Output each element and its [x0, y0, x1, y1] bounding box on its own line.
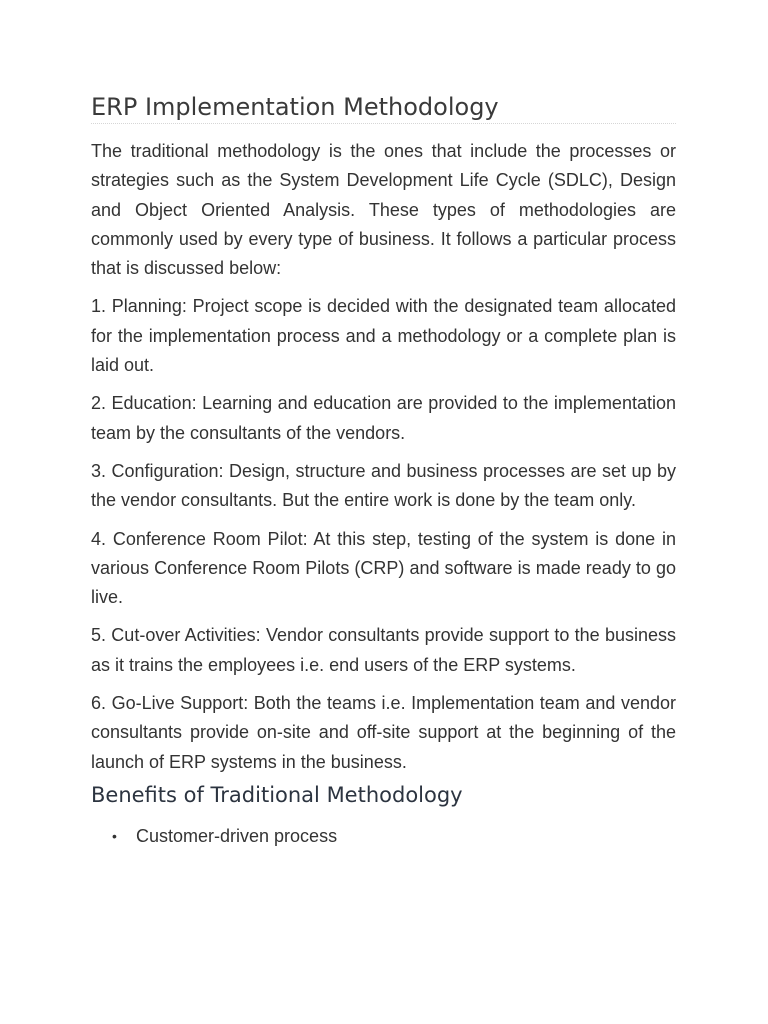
benefits-list — [91, 823, 676, 849]
list-item-text: Customer-driven process — [136, 825, 338, 846]
step-go-live-support: 6. Go-Live Support: Both the teams i.e. Implementation team and vendor consultants provide on-site and off-site support at the beginning of the launch of ERP systems in the business. — [91, 693, 676, 772]
step-planning: 1. Planning: Project scope is decided with the designated team allocated for the implementation process and a methodology or a complete plan is laid out. — [91, 296, 676, 376]
benefits-heading: Benefits of Traditional Methodology — [91, 782, 463, 807]
intro-paragraph: The traditional methodology is the ones that include the processes or strategies such as the System Development Life Cycle (SDLC), Design and Object Oriented Analysis. These types of methodologies are commonly used by every type of business. It follows a particular process that is discussed below: — [91, 141, 676, 279]
page-title: ERP Implementation Methodology — [91, 92, 676, 124]
step-configuration: 3. Configuration: Design, structure and business processes are set up by the vendor consultants. But the entire work is done by the team only. — [91, 460, 676, 511]
step-conference-room-pilot: 4. Conference Room Pilot: At this step, testing of the system is done in various Conference Room Pilots (CRP) and software is made ready to go live. — [91, 528, 676, 608]
step-education: 2. Education: Learning and education are provided to the implementation team by the consultants of the vendors. — [91, 393, 676, 443]
list-item — [91, 823, 676, 849]
document-content — [91, 137, 676, 849]
step-cut-over-activities: 5. Cut-over Activities: Vendor consultants provide support to the business as it trains the employees i.e. end users of the ERP systems. — [91, 625, 676, 675]
bullet-icon: • — [112, 827, 117, 844]
